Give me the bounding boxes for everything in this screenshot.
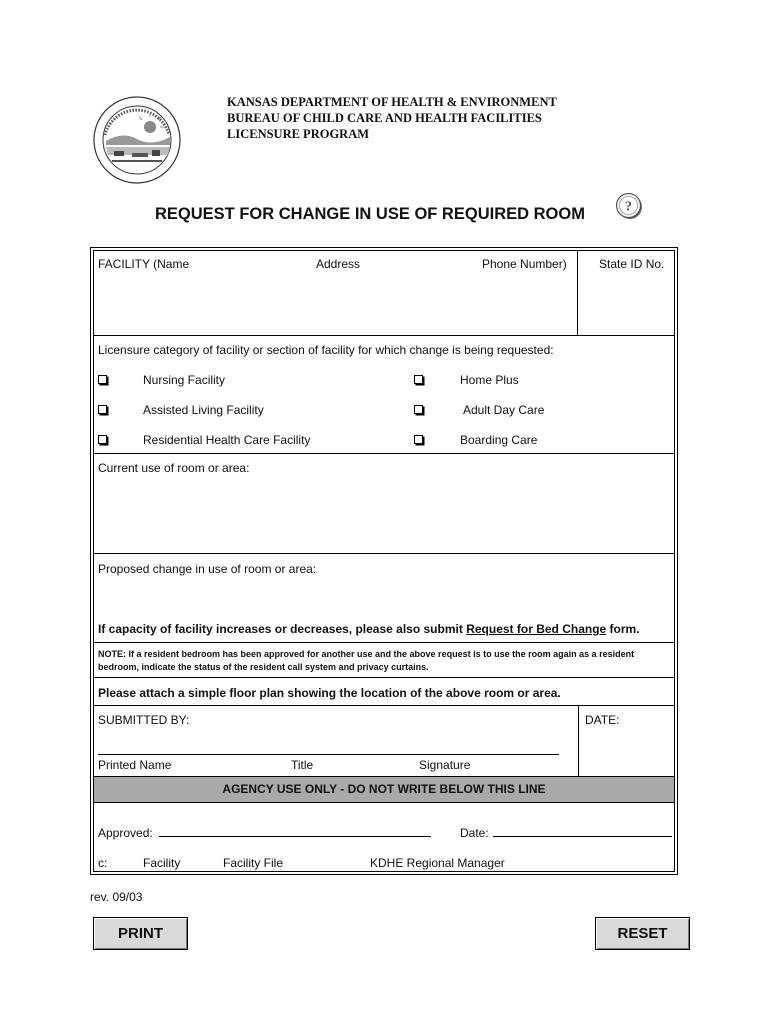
- divider: [94, 553, 674, 554]
- submitted-by-label: SUBMITTED BY:: [98, 713, 190, 727]
- checkbox-boarding-care[interactable]: [414, 435, 423, 444]
- facility-address-label: Address: [316, 257, 361, 271]
- agency-name: KANSAS DEPARTMENT OF HEALTH & ENVIRONMENT: [227, 95, 557, 109]
- facility-name-label: FACILITY (Name: [98, 257, 190, 271]
- capacity-note: If capacity of facility increases or decreases, please also submit Request for Bed Change form.: [98, 622, 640, 636]
- agency-use-banner: AGENCY USE ONLY - DO NOT WRITE BELOW THIS LINE: [94, 776, 674, 803]
- program-name: LICENSURE PROGRAM: [227, 127, 370, 141]
- checkbox-residential-health-care[interactable]: [98, 435, 107, 444]
- licensure-prompt: Licensure category of facility or section of facility for which change is being requested:: [98, 343, 554, 357]
- checkbox-home-plus[interactable]: [414, 375, 423, 384]
- divider: [94, 677, 674, 678]
- cc-facility: Facility: [143, 856, 181, 870]
- divider: [94, 642, 674, 643]
- help-icon[interactable]: [614, 191, 644, 221]
- printed-name-label: Printed Name: [98, 758, 172, 772]
- date-label: DATE:: [585, 713, 620, 727]
- option-nursing-facility: Nursing Facility: [143, 373, 226, 387]
- option-boarding-care: Boarding Care: [460, 433, 538, 447]
- signature-label: Signature: [419, 758, 471, 772]
- cc-label: c:: [98, 856, 108, 870]
- divider: [94, 705, 674, 706]
- checkbox-assisted-living[interactable]: [98, 405, 107, 414]
- option-home-plus: Home Plus: [460, 373, 519, 387]
- submitted-date-field[interactable]: [582, 735, 674, 755]
- cc-regional-manager: KDHE Regional Manager: [370, 856, 505, 870]
- bureau-name: BUREAU OF CHILD CARE AND HEALTH FACILITIES: [227, 111, 542, 125]
- current-use-label: Current use of room or area:: [98, 461, 250, 475]
- current-use-field[interactable]: [97, 479, 675, 553]
- form-title: REQUEST FOR CHANGE IN USE OF REQUIRED ROOM: [155, 205, 585, 223]
- facility-info-field[interactable]: [97, 275, 577, 335]
- proposed-change-label: Proposed change in use of room or area:: [98, 562, 317, 576]
- kansas-state-seal: [92, 95, 182, 185]
- approved-label: Approved:: [98, 826, 153, 840]
- state-id-field[interactable]: [581, 275, 675, 297]
- reset-button[interactable]: RESET: [595, 917, 690, 950]
- floor-plan-instruction: Please attach a simple floor plan showing the location of the above room or area.: [98, 686, 561, 700]
- approval-date-line: [493, 836, 672, 837]
- divider: [94, 453, 674, 454]
- divider: [578, 705, 579, 776]
- facility-phone-label: Phone Number): [482, 257, 567, 271]
- option-residential-health-care: Residential Health Care Facility: [143, 433, 311, 447]
- cc-facility-file: Facility File: [223, 856, 284, 870]
- divider: [577, 251, 578, 335]
- resident-bedroom-note: NOTE: If a resident bedroom has been approved for another use and the above request is to use the room again as a resident bedroom, indicate the status of the resident call system and privacy curtains.: [98, 649, 635, 672]
- revision-date: rev. 09/03: [90, 890, 143, 904]
- help-icon-glyph: ?: [625, 199, 632, 215]
- signature-line: [98, 754, 559, 755]
- divider: [94, 335, 674, 336]
- option-assisted-living: Assisted Living Facility: [143, 403, 264, 417]
- bed-change-link[interactable]: Request for Bed Change: [466, 622, 607, 636]
- state-id-label: State ID No.: [599, 257, 665, 271]
- option-adult-day-care: Adult Day Care: [463, 403, 545, 417]
- title-label: Title: [291, 758, 314, 772]
- proposed-change-field[interactable]: [97, 580, 675, 622]
- approved-line: [159, 836, 431, 837]
- checkbox-nursing-facility[interactable]: [98, 375, 107, 384]
- print-button[interactable]: PRINT: [93, 917, 188, 950]
- checkbox-adult-day-care[interactable]: [414, 405, 423, 414]
- submitted-by-field[interactable]: [97, 735, 561, 755]
- approval-date-label: Date:: [460, 826, 489, 840]
